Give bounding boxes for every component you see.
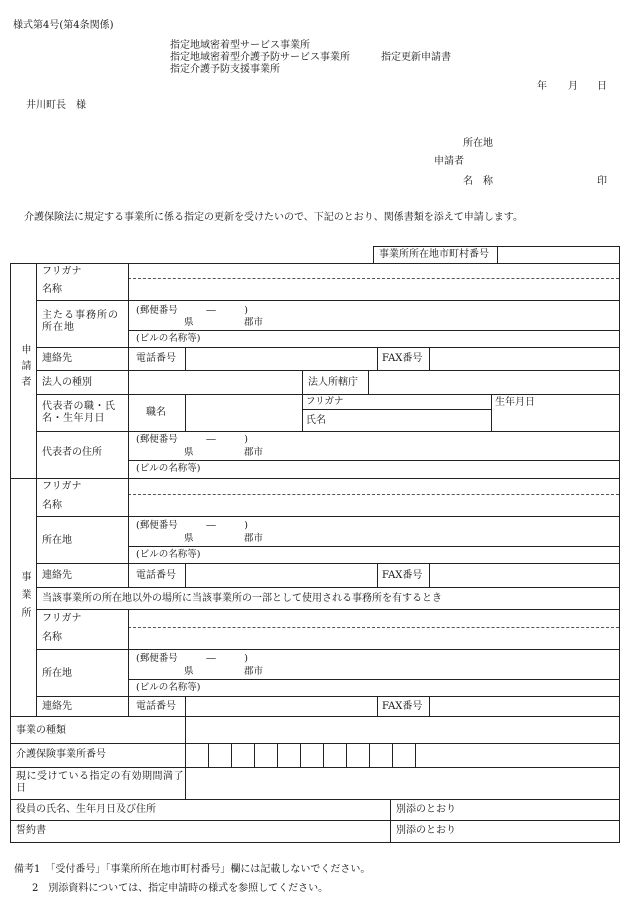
rep-prefecture: 県 [184, 447, 194, 458]
sub-office-fax-label: FAX番号 [382, 701, 423, 712]
form-number: 様式第4号(第4条関係) [13, 20, 114, 31]
rep-postal: (郵便番号 ― ) [136, 434, 248, 445]
applicant-prefecture: 県 [184, 317, 194, 328]
form-title: 指定更新申請書 [381, 52, 451, 63]
seal-mark: 印 [597, 176, 607, 187]
applicant-city: 郡市 [244, 317, 264, 328]
office-type-3: 指定介護予防支援事業所 [170, 64, 280, 75]
sub-office-prefecture: 県 [184, 666, 194, 677]
sub-office-name-label: 名称 [42, 632, 62, 643]
office-location-label: 所在地 [42, 535, 72, 546]
sub-office-location-label: 所在地 [42, 668, 72, 679]
note-1: 備考1 「受付番号」「事業所所在地市町村番号」欄には記載しないでください。 [14, 864, 371, 875]
officers-value: 別添のとおり [396, 804, 456, 815]
applicant-contact-label: 連絡先 [42, 353, 72, 364]
applicant-building: (ビルの名称等) [136, 333, 201, 344]
note-2: 2 別添資料については、指定申請時の様式を参照してください。 [32, 883, 329, 894]
office-furigana-label: フリガナ [42, 481, 82, 492]
applicant-furigana-label: フリガナ [42, 266, 82, 277]
office-number-label: 事業所所在地市町村番号 [379, 249, 489, 260]
applicant-label: 申請者 [434, 156, 464, 167]
sub-office-phone-label: 電話番号 [136, 701, 176, 712]
addressee: 井川町長 様 [26, 100, 86, 111]
officers-label: 役員の氏名、生年月日及び住所 [16, 804, 156, 815]
intro-text: 介護保険法に規定する事業所に係る指定の更新を受けたいので、下記のとおり、関係書類を添えて申請します。 [24, 212, 523, 223]
sub-office-building: (ビルの名称等) [136, 682, 201, 693]
office-phone-label: 電話番号 [136, 570, 176, 581]
office-name-label: 名称 [42, 500, 62, 511]
applicant-address-label: 所在地 [463, 138, 493, 149]
sub-office-city: 郡市 [244, 666, 264, 677]
sub-office-contact-label: 連絡先 [42, 701, 72, 712]
applicant-postal: (郵便番号 ― ) [136, 305, 248, 316]
business-type-label: 事業の種類 [16, 725, 66, 736]
date-day: 日 [597, 81, 607, 92]
rep-furigana-label: フリガナ [306, 396, 344, 407]
applicant-name-label: 名称 [42, 284, 62, 295]
corp-type-label: 法人の種別 [42, 377, 92, 388]
office-section-label: 事業所 [19, 571, 30, 625]
birth-label: 生年月日 [495, 397, 535, 408]
office-contact-label: 連絡先 [42, 570, 72, 581]
applicant-fax-label: FAX番号 [382, 353, 423, 364]
other-location-note: 当該事業所の所在地以外の場所に当該事業所の一部として使用される事務所を有するとき [42, 593, 442, 604]
rep-building: (ビルの名称等) [136, 463, 201, 474]
corp-authority-label: 法人所轄庁 [308, 377, 358, 388]
office-fax-label: FAX番号 [382, 570, 423, 581]
office-type-1: 指定地域密着型サービス事業所 [170, 40, 310, 51]
rep-address-label: 代表者の住所 [42, 447, 102, 458]
office-postal: (郵便番号 ― ) [136, 520, 248, 531]
validity-period-label: 現に受けている指定の有効期間満了日 [16, 771, 184, 794]
office-prefecture: 県 [184, 533, 194, 544]
applicant-phone-label: 電話番号 [136, 353, 176, 364]
main-office-label: 主たる事務所の所在地 [42, 310, 119, 333]
applicant-section-label: 申請者 [19, 344, 30, 392]
office-building: (ビルの名称等) [136, 549, 201, 560]
insurance-number-label: 介護保険事業所番号 [16, 749, 106, 760]
office-type-2: 指定地域密着型介護予防サービス事業所 [170, 52, 350, 63]
sub-office-furigana-label: フリガナ [42, 613, 82, 624]
date-year: 年 [537, 81, 547, 92]
rep-city: 郡市 [244, 447, 264, 458]
date-month: 月 [568, 81, 578, 92]
pledge-value: 別添のとおり [396, 825, 456, 836]
position-label: 職名 [146, 407, 166, 418]
pledge-label: 誓約書 [16, 825, 46, 836]
rep-name-label: 氏名 [306, 415, 326, 426]
sub-office-postal: (郵便番号 ― ) [136, 653, 248, 664]
representative-label: 代表者の職・氏名・生年月日 [42, 401, 116, 424]
office-city: 郡市 [244, 533, 264, 544]
applicant-name-label: 名 称 [463, 176, 493, 187]
